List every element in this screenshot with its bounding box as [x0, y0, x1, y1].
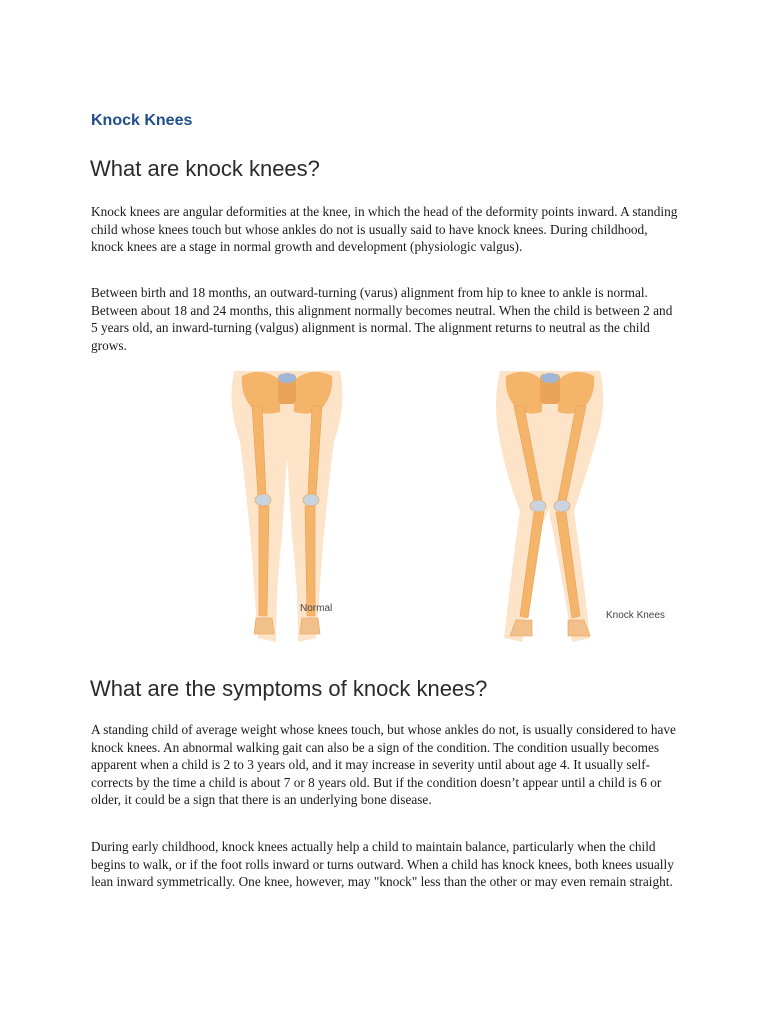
document-title: Knock Knees	[91, 112, 193, 129]
normal-legs-illustration	[222, 366, 352, 656]
paragraph-alignment: Between birth and 18 months, an outward-turning (varus) alignment from hip to knee to ankle is normal. Between about 18 and 24 months, this alignment normally becomes neutral. When the child is between 2 and 5 years old, an inward-turning (valgus) alignment is normal. The alignment returns to neutral as the child grows.	[91, 285, 673, 353]
section-heading-what-are: What are knock knees?	[90, 156, 320, 181]
skin-silhouette	[496, 371, 603, 642]
knock-knees-illustration	[490, 366, 680, 656]
figure-label-knock-knees: Knock Knees	[606, 610, 665, 621]
figure-label-normal: Normal	[300, 603, 333, 614]
skin-silhouette	[232, 371, 343, 642]
paragraph-definition: Knock knees are angular deformities at the knee, in which the head of the deformity points inward. A standing child whose knees touch but whose ankles do not is usually said to have knock knees. During childhood, knock knees are a stage in normal growth and development (physiologic valgus).	[91, 204, 678, 255]
paragraph-symptoms: A standing child of average weight whose knees touch, but whose ankles do not, is usually considered to have knock knees. An abnormal walking gait can also be a sign of the condition. The condition usually becomes apparent when a child is 2 to 3 years old, and it may increase in severity until about age 4. It usually self-corrects by the time a child is about 7 or 8 years old. But if the condition doesn’t appear until a child is 6 or older, it could be a sign that there is an underlying bone disease.	[91, 722, 676, 808]
paragraph-balance: During early childhood, knock knees actually help a child to maintain balance, particularly when the child begins to walk, or if the foot rolls inward or turns outward. When a child has knock knees, both knees usually lean inward symmetrically. One knee, however, may "knock" less than the other or may even remain straight.	[91, 839, 674, 890]
section-heading-symptoms: What are the symptoms of knock knees?	[90, 676, 488, 701]
